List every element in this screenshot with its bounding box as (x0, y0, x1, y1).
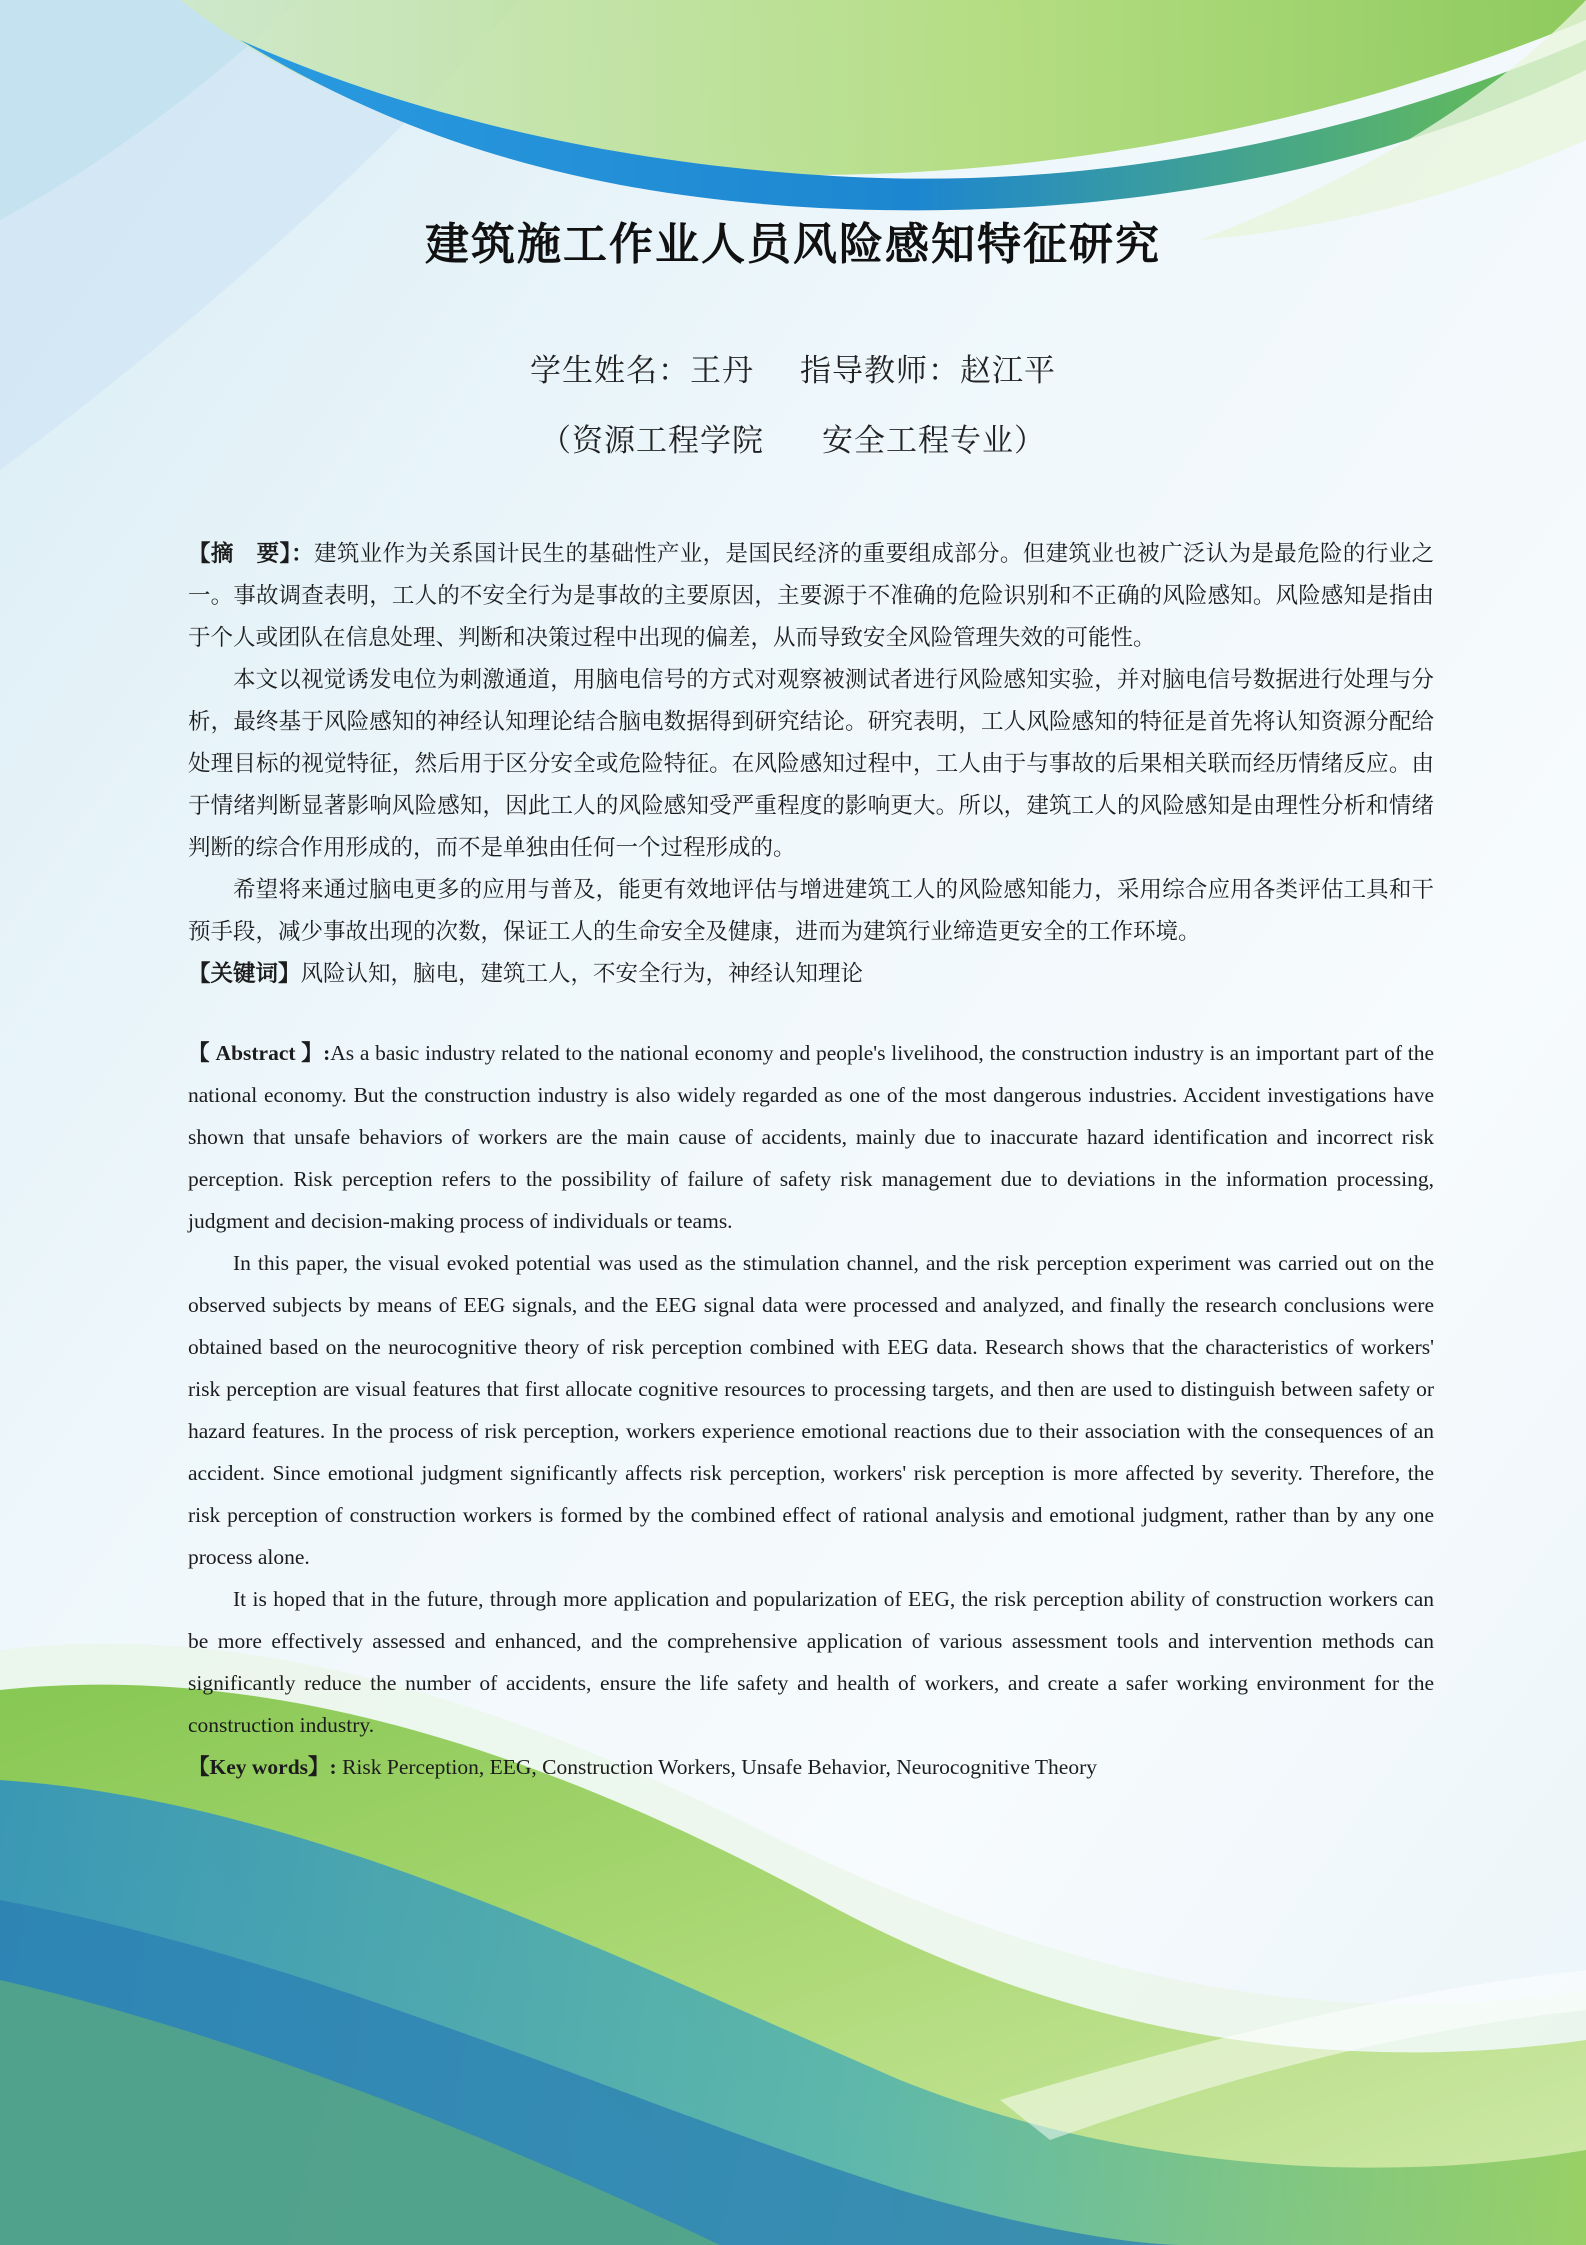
chinese-abstract (188, 533, 1434, 995)
zh-keywords (188, 953, 1434, 995)
en-abstract-text-1: As a basic industry related to the national economy and people's livelihood, the construction industry is an important part of the national economy. But the construction industry is also widely regarded as one of the most dangerous industries. Accident investigations have shown that unsafe behaviors of workers are the main cause of accidents, mainly due to inaccurate hazard identification and incorrect risk perception. Risk perception refers to the possibility of failure of safety risk management due to deviations in the information processing, judgment and decision-making process of individuals or teams. (188, 1041, 1434, 1233)
en-abstract-text-2: In this paper, the visual evoked potential was used as the stimulation channel, and the risk perception experiment was carried out on the observed subjects by means of EEG signals, and the EEG signal data were processed and analyzed, and finally the research conclusions were obtained based on the neurocognitive theory of risk perception combined with EEG data. Research shows that the characteristics of workers' risk perception are visual features that first allocate cognitive resources to processing targets, and then are used to distinguish between safety or hazard features. In the process of risk perception, workers experience emotional reactions due to their association with the consequences of an accident. Since emotional judgment significantly affects risk perception, workers' risk perception is more affected by severity. Therefore, the risk perception of construction workers is formed by the combined effect of rational analysis and emotional judgment, rather than by any one process alone. (188, 1251, 1434, 1569)
zh-abstract-label: 【摘 要】： (188, 541, 314, 567)
en-abstract-paragraph (188, 1032, 1434, 1242)
affiliation-major: 安全工程专业） (822, 423, 1046, 459)
english-abstract (188, 1032, 1434, 1788)
zh-keywords-label: 【关键词】 (188, 961, 301, 987)
affiliation-line (0, 415, 1586, 460)
zh-abstract-text-2: 本文以视觉诱发电位为刺激通道，用脑电信号的方式对观察被测试者进行风险感知实验，并对脑电信号数据进行处理与分析，最终基于风险感知的神经认知理论结合脑电数据得到研究结论。研究表明，工人风险感知的特征是首先将认知资源分配给处理目标的视觉特征，然后用于区分安全或危险特征。在风险感知过程中，工人由于与事故的后果相关联而经历情绪反应。由于情绪判断显著影响风险感知，因此工人的风险感知受严重程度的影响更大。所以，建筑工人的风险感知是由理性分析和情绪判断的综合作用形成的，而不是单独由任何一个过程形成的。 (188, 667, 1434, 861)
author-line (0, 345, 1586, 390)
en-keywords-text: Risk Perception, EEG, Construction Workers, Unsafe Behavior, Neurocognitive Theory (336, 1755, 1098, 1779)
en-keywords-label: 【Key words】: (188, 1755, 337, 1779)
en-keywords (188, 1746, 1434, 1788)
zh-abstract-text-3: 希望将来通过脑电更多的应用与普及，能更有效地评估与增进建筑工人的风险感知能力，采用综合应用各类评估工具和干预手段，减少事故出现的次数，保证工人的生命安全及健康，进而为建筑行业缔造更安全的工作环境。 (188, 877, 1434, 945)
advisor-name: 指导教师：赵江平 (800, 353, 1056, 389)
affiliation-school: （资源工程学院 (540, 423, 764, 459)
en-abstract-text-3: It is hoped that in the future, through more application and popularization of EEG, the risk perception ability of construction workers can be more effectively assessed and enhanced, and the comprehensive application of various assessment tools and intervention methods can significantly reduce the number of accidents, ensure the life safety and health of workers, and create a safer working environment for the construction industry. (188, 1587, 1434, 1737)
zh-abstract-text-1: 建筑业作为关系国计民生的基础性产业，是国民经济的重要组成部分。但建筑业也被广泛认为是最危险的行业之一。事故调查表明，工人的不安全行为是事故的主要原因，主要源于不准确的危险识别和不正确的风险感知。风险感知是指由于个人或团队在信息处理、判断和决策过程中出现的偏差，从而导致安全风险管理失效的可能性。 (188, 541, 1434, 651)
page-title: 建筑施工作业人员风险感知特征研究 (425, 219, 1161, 270)
zh-keywords-text: 风险认知，脑电，建筑工人，不安全行为，神经认知理论 (300, 961, 864, 987)
student-name: 学生姓名：王丹 (530, 353, 754, 389)
en-abstract-label: 【 Abstract 】: (188, 1041, 331, 1065)
zh-abstract-paragraph (188, 533, 1434, 659)
